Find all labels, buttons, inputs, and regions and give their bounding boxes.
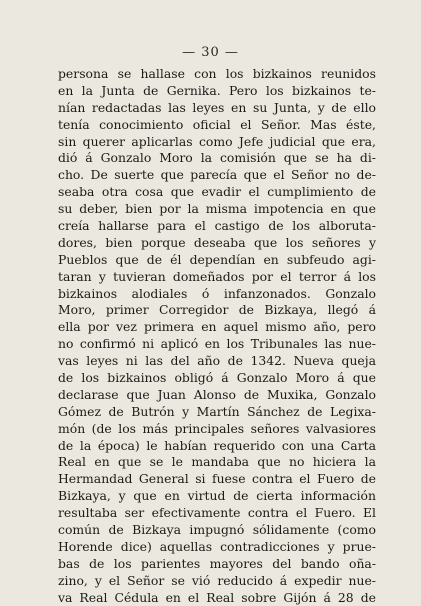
text-line: bizkainos alodiales ó infanzonados. Gonzalo xyxy=(58,285,376,301)
text-line: no confirmó ni aplicó en los Tribunales las nue- xyxy=(58,336,376,352)
text-line: común de Bizkaya impugnó sólidamente (como xyxy=(58,522,376,538)
text-line: Bizkaya, y que en virtud de cierta información xyxy=(58,488,376,504)
text-line: sin querer aplicarlas como Jefe judicial que era, xyxy=(58,133,376,149)
text-line: vas leyes ni las del año de 1342. Nueva queja xyxy=(58,353,376,369)
text-line: resultaba ser efectivamente contra el Fuero. El xyxy=(58,505,376,521)
text-line: dió á Gonzalo Moro la comisión que se ha di- xyxy=(58,150,376,166)
text-line: creía hallarse para el castigo de los alboruta- xyxy=(58,218,376,234)
text-line: persona se hallase con los bizkainos reunidos xyxy=(58,66,376,81)
text-line: Hermandad General si fuese contra el Fuero de xyxy=(58,471,376,487)
text-line: taran y tuvieran domeñados por el terror á los xyxy=(58,268,376,284)
text-line: declarase que Juan Alonso de Muxika, Gonzalo xyxy=(58,386,376,402)
text-line: Horende dice) aquellas contradicciones y prue- xyxy=(58,538,376,554)
text-line: seaba otra cosa que evadir el cumplimiento de xyxy=(58,184,376,200)
text-line: de los bizkainos obligó á Gonzalo Moro á que xyxy=(58,370,376,386)
text-line: Pueblos que de él dependían en subfeudo agi- xyxy=(58,251,376,267)
text-line: en la Junta de Gernika. Pero los bizkainos te- xyxy=(58,82,376,98)
text-line: Real en que se le mandaba que no hiciera la xyxy=(58,454,376,470)
text-line: de la época) le habían requerido con una Carta xyxy=(58,437,376,453)
text-line: ella por vez primera en aquel mismo año, pero xyxy=(58,319,376,335)
text-line: bas de los parientes mayores del bando oña- xyxy=(58,555,376,571)
text-line: món (de los más principales señores valvasiores xyxy=(58,420,376,436)
text-line: su deber, bien por la misma impotencia en que xyxy=(58,201,376,217)
text-line: Gómez de Butrón y Martín Sánchez de Legixa- xyxy=(58,403,376,419)
text-line: tenía conocimiento oficial el Señor. Mas éste, xyxy=(58,116,376,132)
text-line: cho. De suerte que parecía que el Señor no de- xyxy=(58,167,376,183)
text-line: nían redactadas las leyes en su Junta, y de ello xyxy=(58,99,376,115)
body-text xyxy=(58,66,376,606)
text-line: va Real Cédula en el Real sobre Gijón á 28 de xyxy=(58,589,376,605)
text-line: zino, y el Señor se vió reducido á expedir nue- xyxy=(58,572,376,588)
page-number: — 30 — xyxy=(182,45,239,60)
text-line: Moro, primer Corregidor de Bizkaya, llegó á xyxy=(58,302,376,318)
text-line: dores, bien porque deseaba que los señores y xyxy=(58,234,376,250)
